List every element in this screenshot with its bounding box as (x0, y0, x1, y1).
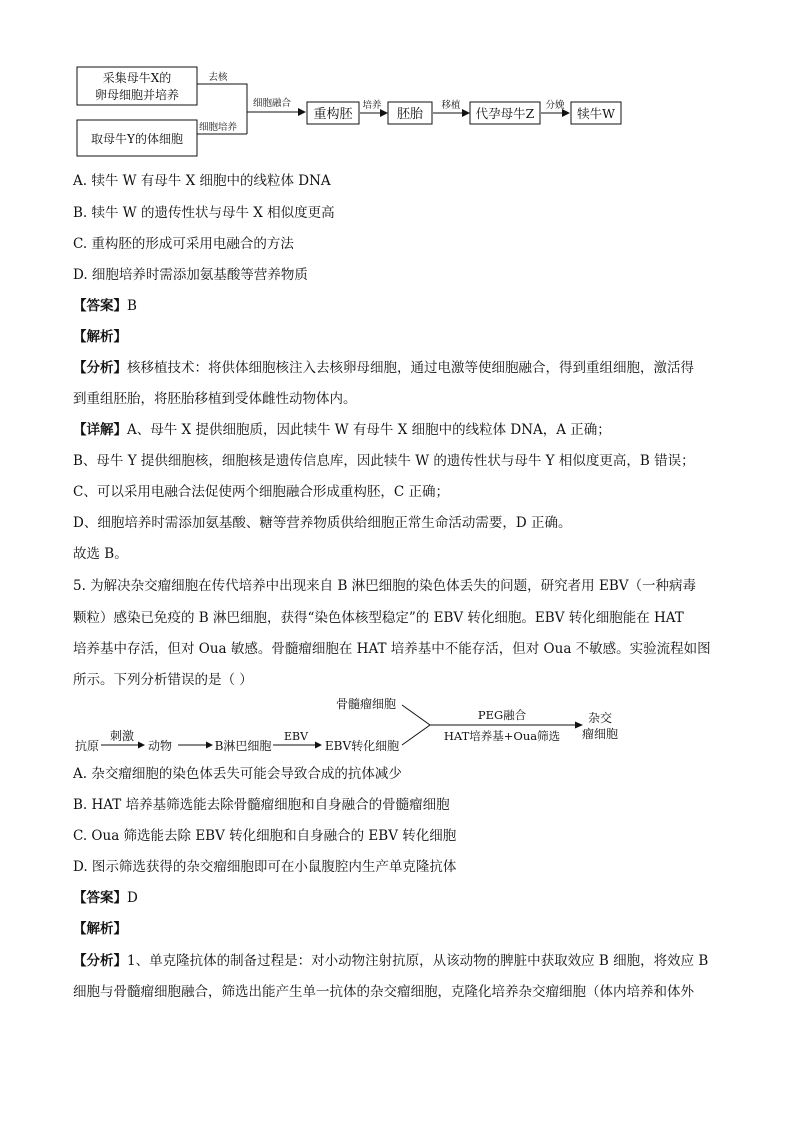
ebv-label: EBV (283, 730, 309, 743)
q4-answer-value: B (127, 298, 137, 314)
q5-stem-line: 所示。下列分析错误的是（ ） (73, 672, 253, 688)
q5-analysis-line: 【分析】1、单克隆抗体的制备过程是：对小动物注射抗原，从该动物的脾脏中获取效应 B 细胞，将效应 B (73, 953, 709, 969)
box-reconstructed-embryo-label: 重构胚 (313, 107, 353, 122)
peg-label: PEG融合 (477, 708, 527, 722)
q5-option-a: A. 杂交瘤细胞的染色体丢失可能会导致合成的抗体减少 (73, 766, 402, 782)
q4-option-a: A. 犊牛 W 有母牛 X 细胞中的线粒体 DNA (73, 173, 331, 189)
box-cow-y-label: 取母牛Y的体细胞 (91, 132, 183, 146)
hybridoma-diagram (70, 692, 630, 760)
nuclear-transfer-diagram (70, 62, 630, 162)
label-fusion: 细胞融合 (252, 98, 292, 109)
q4-option-d: D. 细胞培养时需添加氨基酸等营养物质 (73, 267, 308, 283)
q4-answer (73, 297, 137, 315)
box-cow-x-line2: 卵母细胞并培养 (94, 88, 180, 102)
q4-detail-line: D、细胞培养时需添加氨基酸、糖等营养物质供给细胞正常生命活动需要，D 正确。 (73, 515, 572, 531)
hybrid-label-line2: 瘤细胞 (581, 727, 619, 741)
antigen-label: 抗原 (74, 739, 100, 753)
q4-analysis-line: 【分析】核移植技术：将供体细胞核注入去核卵母细胞，通过电激等使细胞融合，得到重组细胞，激活得 (73, 360, 694, 376)
box-surrogate-label: 代孕母牛Z (475, 106, 535, 121)
q4-option-b: B. 犊牛 W 的遗传性状与母牛 X 相似度更高 (73, 205, 335, 221)
label-transplant: 移植 (441, 100, 461, 111)
q5-option-d: D. 图示筛选获得的杂交瘤细胞即可在小鼠腹腔内生产单克隆抗体 (73, 859, 457, 875)
label-birth: 分娩 (545, 100, 565, 111)
animal-label: 动物 (147, 739, 173, 753)
q5-analysis-line: 细胞与骨髓瘤细胞融合，筛选出能产生单一抗体的杂交瘤细胞，克隆化培养杂交瘤细胞（体内培养和体外 (73, 984, 694, 1000)
box-calf-label: 犊牛W (577, 106, 615, 121)
label-cell-culture: 细胞培养 (198, 122, 238, 133)
q5-stem-line: 颗粒）感染已免疫的 B 淋巴细胞，获得“染色体核型稳定”的 EBV 转化细胞。EBV 转化细胞能在 HAT (73, 610, 684, 626)
myeloma-label: 骨髓瘤细胞 (335, 697, 397, 711)
q5-option-c: C. Oua 筛选能去除 EBV 转化细胞和自身融合的 EBV 转化细胞 (73, 828, 457, 844)
q5-answer (73, 889, 138, 907)
q4-answer-label: 【答案】 (73, 298, 127, 314)
box-embryo-label: 胚胎 (396, 107, 424, 122)
stimulate-label: 刺激 (109, 729, 135, 743)
ebv-cell-label: EBV转化细胞 (324, 739, 400, 753)
q4-option-c: C. 重构胚的形成可采用电融合的方法 (73, 236, 294, 252)
hybrid-label-line1: 杂交 (587, 711, 613, 725)
q5-option-b: B. HAT 培养基筛选能去除骨髓瘤细胞和自身融合的骨髓瘤细胞 (73, 797, 450, 813)
q5-stem-line: 5. 为解决杂交瘤细胞在传代培养中出现来自 B 淋巴细胞的染色体丢失的问题，研究者用 EBV（一种病毒 (73, 578, 696, 594)
q5-answer-label: 【答案】 (73, 890, 127, 906)
q5-analysis-heading: 【解析】 (73, 921, 127, 937)
q5-answer-value: D (127, 890, 138, 906)
label-enucleate: 去核 (208, 72, 228, 83)
hat-label: HAT培养基+Oua筛选 (443, 729, 561, 743)
b-cell-label: B淋巴细胞 (214, 739, 272, 753)
q4-detail-line: C、可以采用电融合法促使两个细胞融合形成重构胚，C 正确； (73, 484, 449, 500)
q4-detail-line: 【详解】A、母牛 X 提供细胞质，因此犊牛 W 有母牛 X 细胞中的线粒体 DNA，A 正确； (73, 422, 611, 438)
q4-analysis-heading: 【解析】 (73, 329, 127, 345)
label-culture: 培养 (362, 100, 382, 111)
q4-analysis-line: 到重组胚胎，将胚胎移植到受体雌性动物体内。 (73, 391, 357, 407)
q5-stem-line: 培养基中存活，但对 Oua 敏感。骨髓瘤细胞在 HAT 培养基中不能存活，但对 Oua 不敏感。实验流程如图 (73, 641, 711, 657)
box-cow-x-line1: 采集母牛X的 (102, 71, 172, 85)
q4-conclusion: 故选 B。 (73, 546, 128, 562)
q4-detail-line: B、母牛 Y 提供细胞核，细胞核是遗传信息库，因此犊牛 W 的遗传性状与母牛 Y 相似度更高，B 错误； (73, 453, 695, 469)
